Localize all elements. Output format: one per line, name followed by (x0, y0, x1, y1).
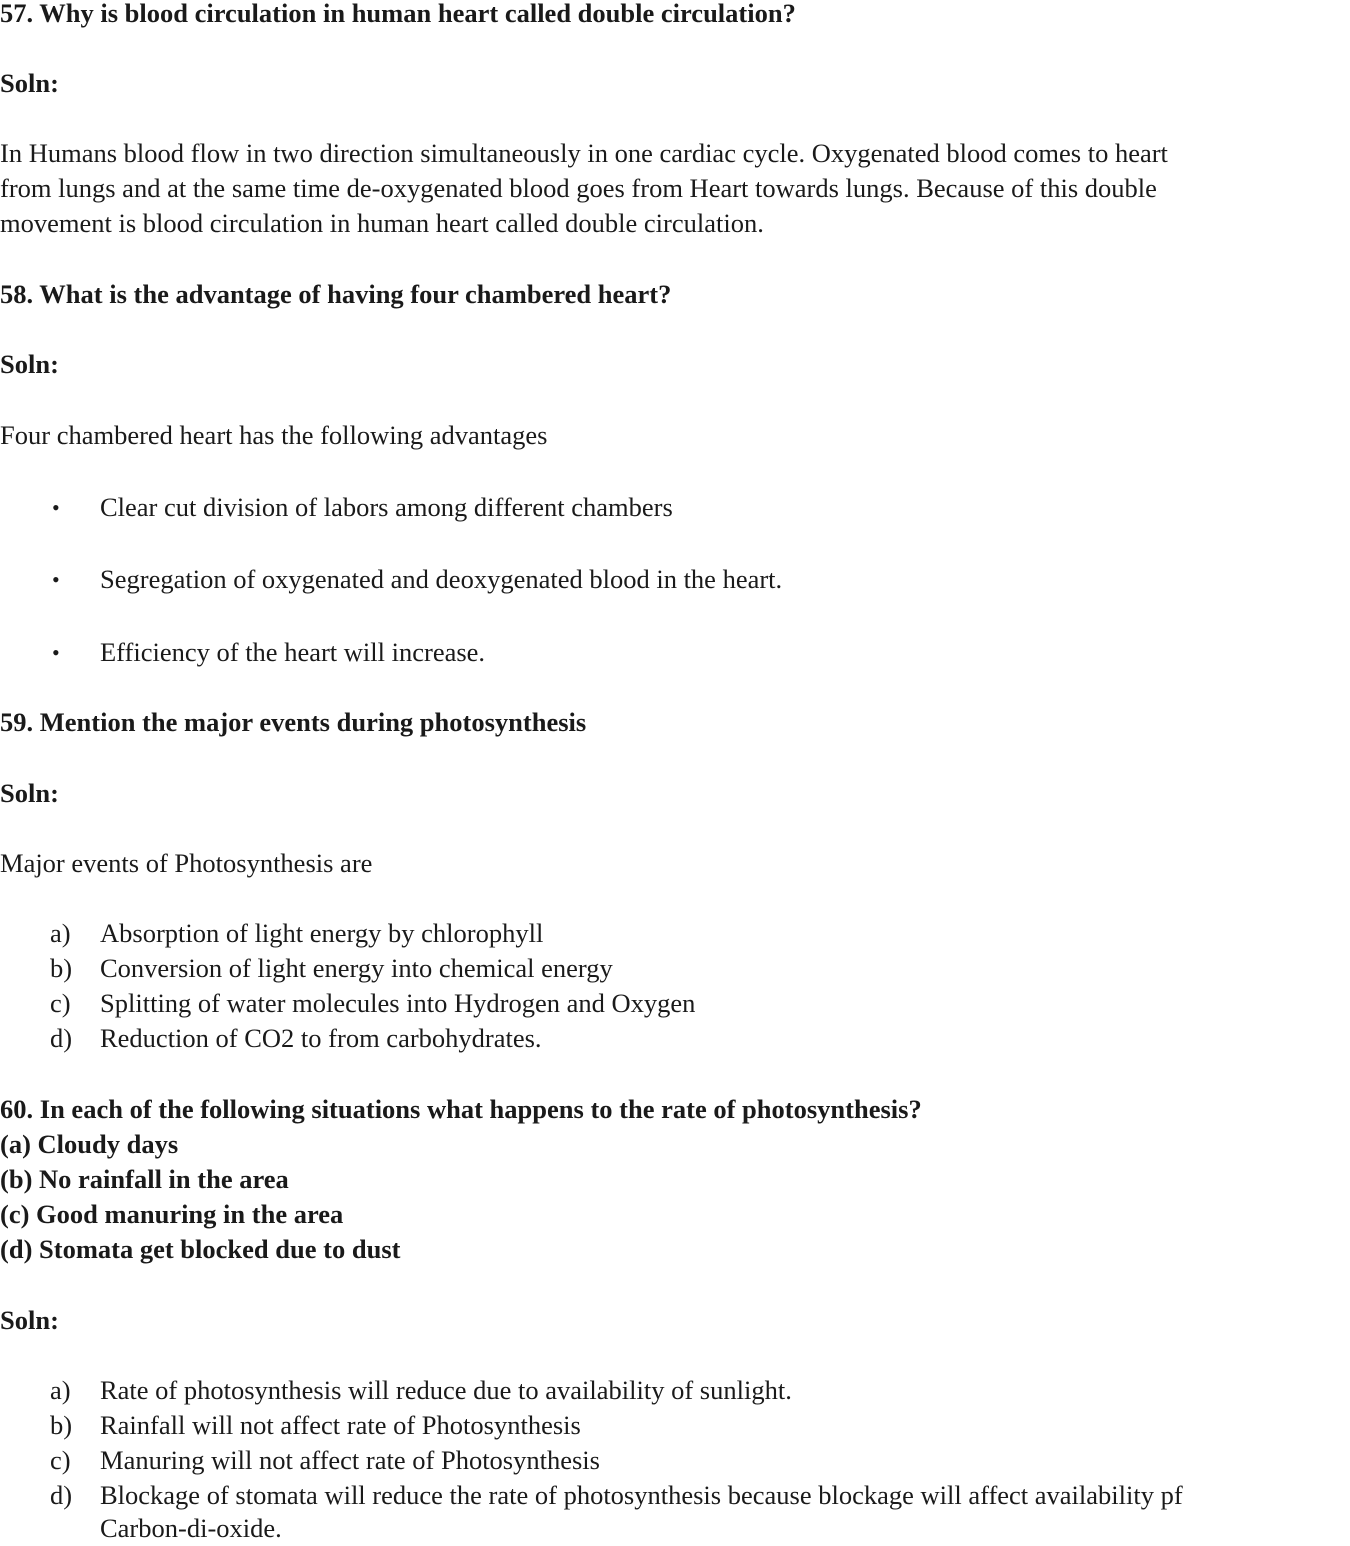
list-text: Splitting of water molecules into Hydrogen and Oxygen (100, 988, 696, 1018)
soln-59: Soln: (0, 778, 59, 808)
list-text: Reduction of CO2 to from carbohydrates. (100, 1023, 542, 1053)
answer-57-line-2: from lungs and at the same time de-oxygenated blood goes from Heart towards lungs. Because of this double (0, 173, 1157, 203)
bullet-marker: • (52, 640, 60, 665)
list-text: Absorption of light energy by chlorophyll (100, 918, 544, 948)
answer-57 (0, 136, 1350, 241)
question-60-part-c: (c) Good manuring in the area (0, 1199, 344, 1229)
list-marker: c) (50, 988, 71, 1018)
question-57: 57. Why is blood circulation in human heart called double circulation? (0, 0, 796, 28)
list-marker: c) (50, 1445, 71, 1475)
bullet-marker: • (52, 495, 60, 520)
list-text: Rainfall will not affect rate of Photosynthesis (100, 1410, 581, 1440)
bullet-text: Clear cut division of labors among different chambers (100, 492, 673, 522)
intro-58: Four chambered heart has the following advantages (0, 420, 548, 450)
bullet-text: Efficiency of the heart will increase. (100, 637, 486, 667)
list-marker: b) (50, 953, 73, 983)
list-text: Rate of photosynthesis will reduce due to availability of sunlight. (100, 1375, 792, 1405)
soln-60: Soln: (0, 1305, 59, 1335)
list-text-continuation: Carbon-di-oxide. (100, 1513, 282, 1543)
list-marker: b) (50, 1410, 73, 1440)
question-60-part-a: (a) Cloudy days (0, 1129, 179, 1159)
intro-59: Major events of Photosynthesis are (0, 848, 373, 878)
list-text: Manuring will not affect rate of Photosynthesis (100, 1445, 600, 1475)
answer-57-line-3: movement is blood circulation in human heart called double circulation. (0, 208, 764, 238)
soln-58: Soln: (0, 349, 59, 379)
bullet-text: Segregation of oxygenated and deoxygenated blood in the heart. (100, 564, 783, 594)
bullet-marker: • (52, 567, 60, 592)
question-60: 60. In each of the following situations what happens to the rate of photosynthesis? (0, 1094, 922, 1124)
list-text: Conversion of light energy into chemical energy (100, 953, 613, 983)
question-60-part-d: (d) Stomata get blocked due to dust (0, 1234, 401, 1264)
list-marker: d) (50, 1480, 73, 1510)
question-60-part-b: (b) No rainfall in the area (0, 1164, 289, 1194)
list-marker: a) (50, 1375, 71, 1405)
list-marker: a) (50, 918, 71, 948)
soln-57: Soln: (0, 68, 59, 98)
list-text: Blockage of stomata will reduce the rate of photosynthesis because blockage will affect availability pf (100, 1480, 1183, 1510)
answer-57-line-1: In Humans blood flow in two direction simultaneously in one cardiac cycle. Oxygenated blood comes to heart (0, 138, 1168, 168)
question-58: 58. What is the advantage of having four chambered heart? (0, 279, 672, 309)
question-59: 59. Mention the major events during photosynthesis (0, 707, 587, 737)
list-marker: d) (50, 1023, 73, 1053)
